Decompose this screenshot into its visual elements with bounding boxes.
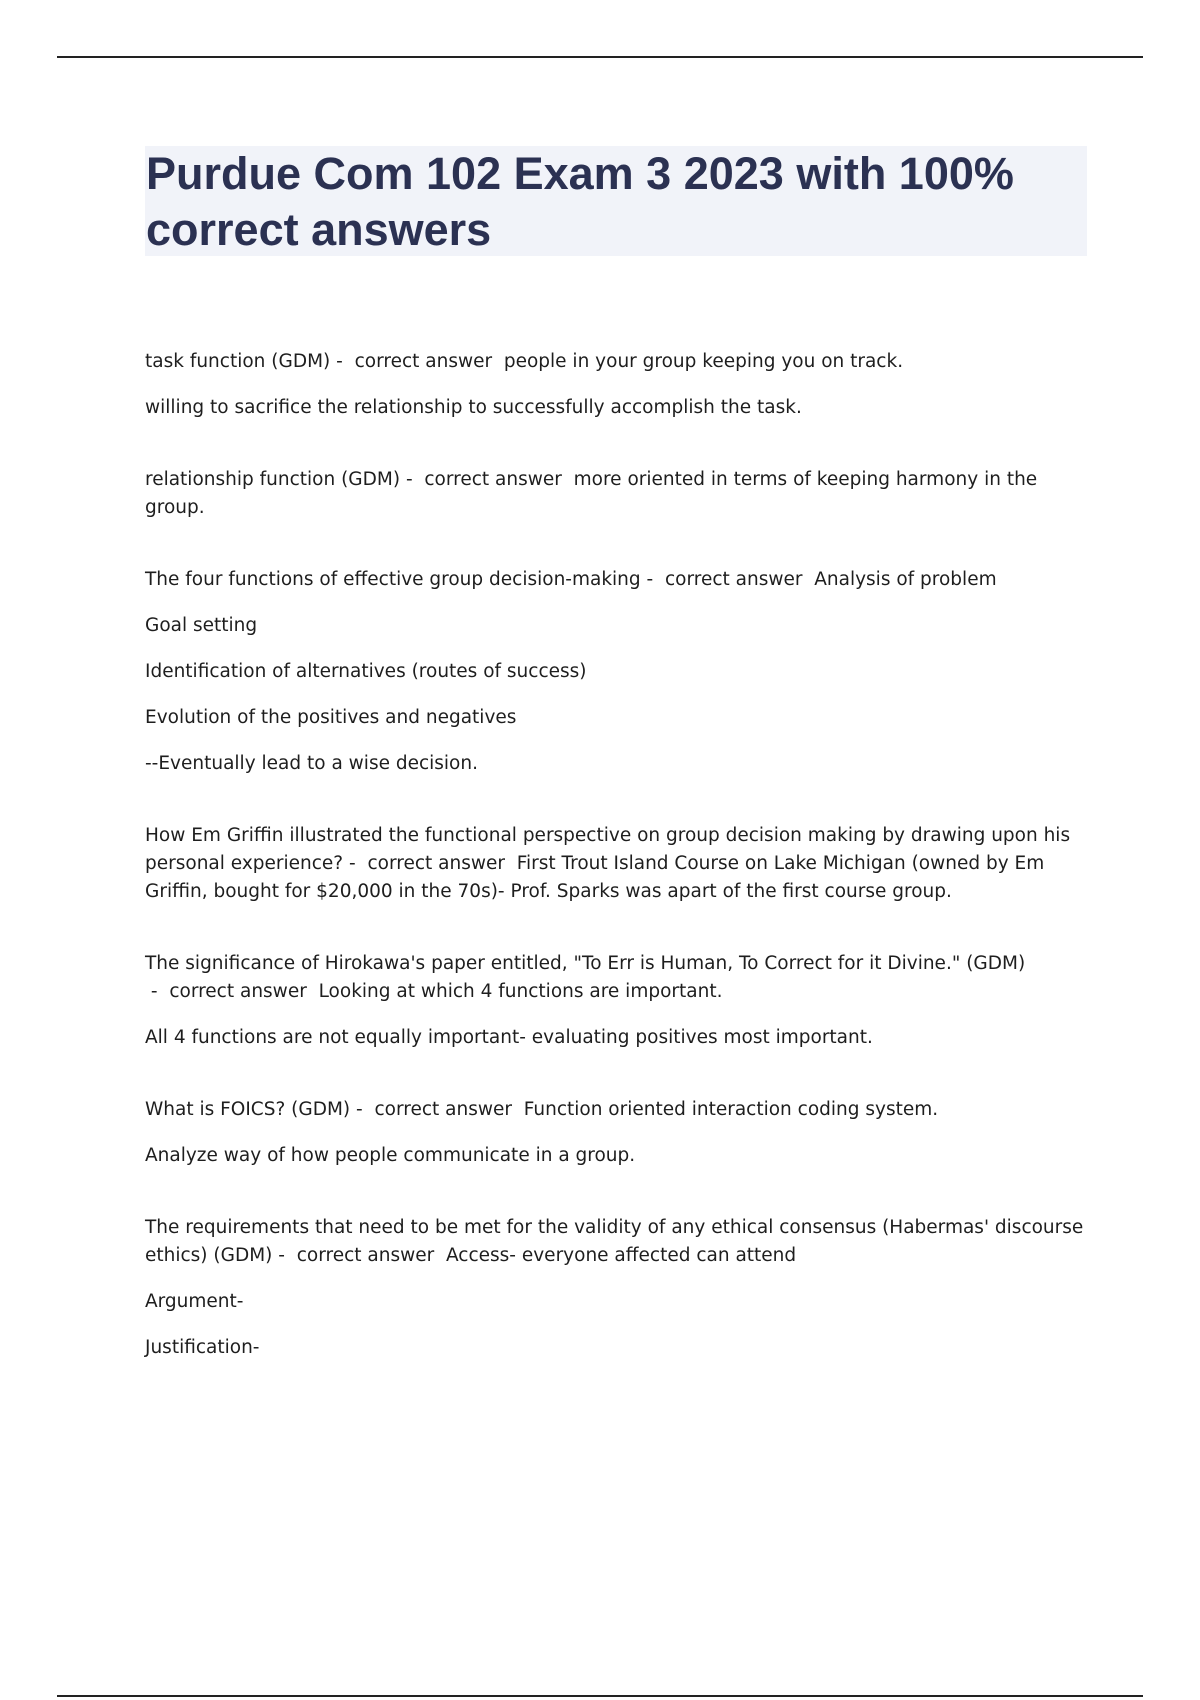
qa-line (145, 348, 1095, 376)
question-separator: - (330, 351, 355, 372)
qa-entry (145, 1214, 1095, 1362)
answer-label: correct answer (354, 351, 493, 372)
answer-continuation: Justification- (145, 1337, 260, 1358)
answer-gap (505, 853, 517, 874)
question-text: The four functions of effective group decision-making (145, 569, 641, 590)
answer-continuation: Identification of alternatives (routes of success) (145, 661, 587, 682)
document-title: Purdue Com 102 Exam 3 2023 with 100% correct answers (146, 148, 1014, 255)
answer-gap (434, 1245, 446, 1266)
qa-line (145, 466, 1095, 522)
answer-continuation: Argument- (145, 1291, 244, 1312)
question-separator: - (272, 1245, 297, 1266)
qa-entry (145, 1096, 1095, 1170)
answer-label: correct answer (296, 1245, 435, 1266)
answer-text: more oriented in terms of keeping harmony in the group. (145, 469, 1038, 518)
answer-continuation: All 4 functions are not equally important- evaluating positives most important. (145, 1027, 873, 1048)
footer-rule (57, 1695, 1143, 1697)
qa-entry (145, 348, 1095, 422)
answer-continuation: Goal setting (145, 615, 258, 636)
answer-text: Access- everyone affected can attend (445, 1245, 797, 1266)
question-separator: - (343, 853, 368, 874)
answer-gap (802, 569, 814, 590)
answer-label: correct answer (374, 1099, 512, 1120)
question-text: The significance of Hirokawa's paper entitled, "To Err is Human, To Correct for it Divine." (GDM) (145, 953, 1026, 974)
qa-line (145, 950, 1095, 1006)
answer-continuation: Evolution of the positives and negatives (145, 707, 517, 728)
answer-continuation: Analyze way of how people communicate in a group. (145, 1145, 636, 1166)
answer-text: Function oriented interaction coding system. (523, 1099, 939, 1120)
question-separator: - (350, 1099, 375, 1120)
header-rule (57, 56, 1143, 58)
answer-text: Analysis of problem (814, 569, 997, 590)
answer-gap (307, 981, 319, 1002)
qa-list (145, 348, 1095, 1406)
question-text: relationship function (GDM) (145, 469, 401, 490)
qa-entry (145, 822, 1095, 906)
question-text: task function (GDM) (145, 351, 331, 372)
qa-entry (145, 950, 1095, 1052)
qa-line (145, 822, 1095, 906)
answer-label: correct answer (424, 469, 562, 490)
answer-text: Looking at which 4 functions are important. (318, 981, 723, 1002)
question-separator: - (400, 469, 425, 490)
question-text: What is FOICS? (GDM) (145, 1099, 351, 1120)
qa-line (145, 566, 1095, 594)
answer-gap (562, 469, 574, 490)
question-text: The requirements that need to be met for the validity of any ethical consensus (Habermas' discourse ethics) (GDM) (145, 1217, 1084, 1266)
answer-gap (512, 1099, 524, 1120)
qa-entry (145, 466, 1095, 522)
answer-label: correct answer (169, 981, 307, 1002)
answer-label: correct answer (367, 853, 505, 874)
qa-line (145, 1096, 1095, 1124)
question-separator: - (640, 569, 665, 590)
answer-label: correct answer (664, 569, 803, 590)
answer-text: people in your group keeping you on track. (503, 351, 904, 372)
qa-entry (145, 566, 1095, 778)
question-separator: - (145, 981, 170, 1002)
qa-line (145, 1214, 1095, 1270)
answer-gap (492, 351, 504, 372)
answer-text: First Trout Island Course on Lake Michigan (owned by Em Griffin, bought for $20,000 in the 70s)- Prof. Sparks was apart of the first course group. (145, 853, 1045, 902)
answer-continuation: --Eventually lead to a wise decision. (145, 753, 478, 774)
question-text: How Em Griffin illustrated the functional perspective on group decision making by drawing upon his personal experience? (145, 825, 1071, 874)
answer-continuation: willing to sacrifice the relationship to successfully accomplish the task. (145, 397, 802, 418)
